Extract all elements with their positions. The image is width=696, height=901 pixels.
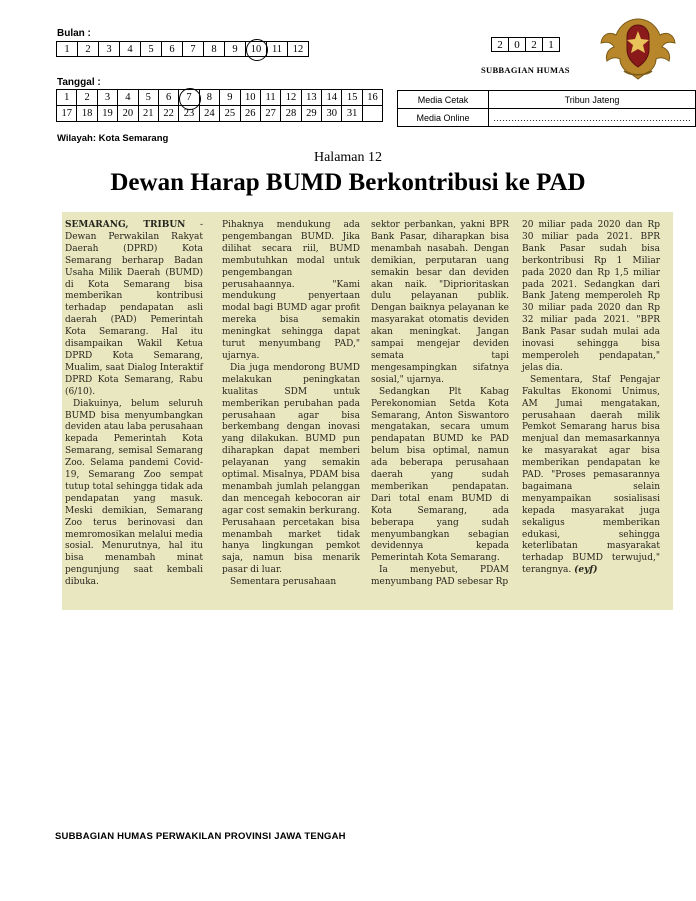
footer: SUBBAGIAN HUMAS PERWAKILAN PROVINSI JAWA TENGAH (55, 831, 346, 842)
month-cell: 3 (99, 42, 120, 57)
month-cell: 6 (162, 42, 183, 57)
month-cell: 10 (246, 42, 267, 57)
year-digit-cell: 2 (526, 38, 543, 52)
month-cell: 1 (57, 42, 78, 57)
article-column-3 (371, 220, 509, 589)
month-cell: 8 (204, 42, 225, 57)
day-cell: 14 (322, 90, 342, 106)
month-cell: 7 (183, 42, 204, 57)
day-cell: 6 (158, 90, 178, 106)
day-cell: 27 (260, 106, 280, 122)
article-column-1 (65, 220, 203, 589)
article-paragraph: Sedangkan Plt Kabag Perekonomian Setda Kota Semarang, Anton Siswantoro mengatakan, secara umum pendapatan BUMD ke PAD belum bisa optimal, namun ada beberapa perusahaan daerah yang sudah memberikan pendapatan. Dari total enam BUMD di Kota Semarang, ada beberapa yang sudah menyumbangkan sebagian devidennya kepada Pemerintah Kota Semarang. (371, 386, 509, 564)
article-paragraph: Sementara perusahaan (230, 577, 337, 588)
year-grid (491, 37, 560, 52)
media-cetak-value: Tribun Jateng (489, 91, 696, 109)
day-cell: 4 (118, 90, 138, 106)
media-online-label: Media Online (398, 109, 489, 127)
day-cell: 2 (77, 90, 97, 106)
day-cell: 29 (301, 106, 321, 122)
media-table (397, 90, 696, 127)
newspaper-clipping (62, 212, 673, 610)
year-digit-cell: 0 (509, 38, 526, 52)
garuda-emblem-icon (598, 13, 678, 81)
headline: Dewan Harap BUMD Berkontribusi ke PAD (110, 169, 586, 196)
article-paragraph: Pihaknya mendukung ada pengembangan BUMD. Jika dilihat secara riil, BUMD membutuhkan modal untuk pengembangan perusahaannya. "Kami mendukung penyertaan modal bagi BUMD agar profit mereka bisa semakin meningkat sehingga dapat turut menyumbang PAD," ujarnya. (222, 220, 360, 361)
article-paragraph: Dia juga mendorong BUMD melakukan peningkatan kualitas SDM untuk memberikan perubahan pada perusahaan agar bisa berkembang dengan inovasi yang dilakukan. BUMD pun diharapkan dapat memberi pelayanan yang semakin optimal. Misalnya, PDAM bisa menambah jumlah pelanggan dan mencegah kebocoran air agar cost semakin berkurang. Perusahaan percetakan bisa menambah market tidak hanya lingkungan pemkot saja, namun bisa menarik pasar di luar. (222, 362, 360, 576)
day-cell: 19 (97, 106, 117, 122)
article-paragraph (65, 220, 203, 399)
day-cell: 18 (77, 106, 97, 122)
media-online-value: ………………………………………………………… (489, 109, 696, 127)
dateline: SEMARANG, TRIBUN (65, 220, 186, 230)
article-paragraph: sektor perbankan, yakni BPR Bank Pasar, diharapkan bisa menambah nasabah. Dengan demikian, perputaran uang semakin besar dan deviden akan naik. "Diprioritaskan dulu pelayanan publik. Dengan baiknya pelayanan ke masyarakat otomatis deviden akan meningkat. Jangan sampai mengejar deviden semata tapi mengesampingkan sifatnya sosial," ujarnya. (371, 220, 509, 385)
tanggal-label: Tanggal : (57, 77, 101, 88)
page-number: Halaman 12 (313, 150, 383, 165)
year-digit-cell: 1 (543, 38, 560, 52)
day-cell: 20 (118, 106, 138, 122)
day-cell: 13 (301, 90, 321, 106)
month-cell: 4 (120, 42, 141, 57)
day-cell (362, 106, 382, 122)
month-cell: 11 (267, 42, 288, 57)
month-cell: 5 (141, 42, 162, 57)
bulan-label: Bulan : (57, 28, 91, 39)
article-paragraph: 20 miliar pada 2020 dan Rp 30 miliar pada 2021. BPR Bank Pasar sudah bisa berkontribusi Rp 1 Miliar pada 2020 dan Rp 1,5 miliar pada 2021. Sedangkan dari Bank Jateng memperoleh Rp 30 miliar pada 2020 dan Rp 32 miliar pada 2021. "BPR Bank Pasar sudah mulai ada inovasi sehingga bisa memperoleh pendapatan," jelas dia. (522, 220, 660, 373)
day-cell: 3 (97, 90, 117, 106)
month-cell: 12 (288, 42, 309, 57)
byline: (eyf) (574, 565, 598, 576)
day-grid (56, 89, 383, 122)
day-cell: 5 (138, 90, 158, 106)
month-grid (56, 41, 309, 57)
day-cell: 10 (240, 90, 260, 106)
day-cell: 12 (281, 90, 301, 106)
day-cell: 11 (260, 90, 280, 106)
day-cell: 7 (179, 90, 199, 106)
day-cell: 1 (57, 90, 77, 106)
day-cell: 22 (158, 106, 178, 122)
year-digit-cell: 2 (492, 38, 509, 52)
day-cell: 21 (138, 106, 158, 122)
month-cell: 9 (225, 42, 246, 57)
lead-text: - Dewan Perwakilan Rakyat Daerah (DPRD) Kota Semarang berharap Badan Usaha Milik Daerah (BUMD) di Kota Semarang bisa memberikan kontribusi terhadap pendapatan asli daerah (PAD) Pemerintah Kota Semarang. Hal itu disampaikan Wakil Ketua DPRD Kota Semarang, Mualim, saat Dialog Interaktif DPRD Kota Semarang, Rabu (6/10). (65, 220, 203, 397)
day-cell: 25 (220, 106, 240, 122)
article-column-2 (222, 220, 360, 589)
wilayah: Wilayah: Kota Semarang (57, 133, 169, 144)
article-paragraph (522, 375, 660, 577)
org-name: SUBBAGIAN HUMAS (481, 65, 570, 75)
day-cell: 24 (199, 106, 219, 122)
day-cell: 26 (240, 106, 260, 122)
day-cell: 31 (342, 106, 362, 122)
day-cell: 9 (220, 90, 240, 106)
day-cell: 8 (199, 90, 219, 106)
day-cell: 17 (57, 106, 77, 122)
media-cetak-label: Media Cetak (398, 91, 489, 109)
day-cell: 28 (281, 106, 301, 122)
month-cell: 2 (78, 42, 99, 57)
day-cell: 30 (322, 106, 342, 122)
article-column-4 (522, 220, 660, 577)
article-paragraph: Diakuinya, belum seluruh BUMD bisa menyumbangkan deviden atau laba perusahaan kepada Pemerintah Kota Semarang, semisal Semarang Zoo. Selama pandemi Covid-19, Semarang Zoo sempat tutup total sehingga tidak ada pendapatan yang masuk. Meski demikian, Semarang Zoo terus berinovasi dan memromosikan melalui media sosial. Menurutnya, hal itu bisa menambah minat pengunjung saat kembali dibuka. (65, 398, 203, 588)
day-cell: 23 (179, 106, 199, 122)
closing-text: Sementara, Staf Pengajar Fakultas Ekonomi Unimus, AM Jumai mengatakan, perusahaan daerah milik Pemkot Semarang harus bisa menjual dan memasarkannya ke masyarakat agar bisa memberikan pendapatan ke PAD. "Proses pemasarannya bagaimana selain menyampaikan sosialisasi kepada masyarakat juga sekaligus memberikan edukasi, sehingga keterlibatan masyarakat terhadap BUMD terwujud," terangnya. (522, 374, 660, 576)
day-cell: 16 (362, 90, 382, 106)
day-cell: 15 (342, 90, 362, 106)
article-paragraph: Ia menyebut, PDAM menyumbang PAD sebesar Rp (371, 565, 509, 588)
